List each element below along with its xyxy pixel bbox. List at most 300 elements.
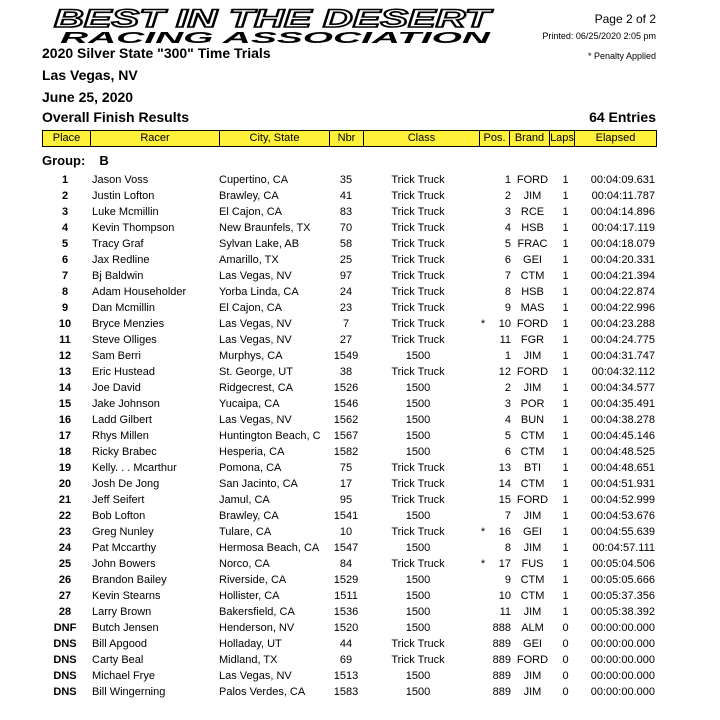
racer-cell: Pat Mccarthy <box>92 542 157 554</box>
pos-cell: 7 <box>504 510 511 522</box>
racer-cell: Kevin Thompson <box>92 222 175 234</box>
table-row <box>42 524 657 540</box>
pos-cell: 7 <box>504 270 511 282</box>
col-pos: Pos. <box>480 131 510 146</box>
pos-cell: 3 <box>504 398 511 410</box>
class-cell: Trick Truck <box>391 302 445 314</box>
col-city: City, State <box>220 131 330 146</box>
pos-cell: 15 <box>498 494 511 506</box>
table-row <box>42 652 657 668</box>
laps-cell: 1 <box>562 606 569 618</box>
pos-cell: 11 <box>499 334 511 346</box>
class-cell: Trick Truck <box>391 462 445 474</box>
laps-cell: 1 <box>562 398 569 410</box>
place-cell: 13 <box>58 366 72 378</box>
pos-cell: 5 <box>504 430 511 442</box>
col-elapsed: Elapsed <box>595 132 636 144</box>
class-cell: Trick Truck <box>391 478 445 490</box>
pos-cell: 3 <box>504 206 511 218</box>
class-cell: Trick Truck <box>391 366 445 378</box>
racer-cell: Luke Mcmillin <box>92 206 159 218</box>
brand-cell: BUN <box>520 414 545 426</box>
pos-cell: 4 <box>504 414 511 426</box>
nbr-cell: 70 <box>339 222 353 234</box>
class-cell: 1500 <box>405 606 431 618</box>
brand-cell: CTM <box>520 478 545 490</box>
place-cell: 18 <box>58 446 72 458</box>
penalty-mark: * <box>480 558 486 570</box>
class-cell: Trick Truck <box>391 318 445 330</box>
table-row <box>42 508 657 524</box>
city-cell: Las Vegas, NV <box>219 334 292 346</box>
laps-cell: 1 <box>562 430 569 442</box>
laps-cell: 1 <box>562 206 569 218</box>
racer-cell: Ricky Brabec <box>92 446 157 458</box>
racer-cell: Jax Redline <box>92 254 150 266</box>
class-cell: Trick Truck <box>391 494 445 506</box>
class-cell: Trick Truck <box>391 558 445 570</box>
col-brand: Brand <box>510 131 550 146</box>
racer-cell: Ladd Gilbert <box>92 414 152 426</box>
laps-cell: 1 <box>562 254 569 266</box>
city-cell: Brawley, CA <box>219 510 279 522</box>
city-cell: New Braunfels, TX <box>219 222 311 234</box>
city-cell: Amarillo, TX <box>219 254 279 266</box>
nbr-cell: 1511 <box>334 590 358 602</box>
class-cell: Trick Truck <box>391 254 445 266</box>
city-cell: Las Vegas, NV <box>219 270 292 282</box>
laps-cell: 1 <box>562 558 569 570</box>
city-cell: St. George, UT <box>219 366 293 378</box>
racer-cell: Dan Mcmillin <box>92 302 155 314</box>
table-row <box>42 316 657 332</box>
place-cell: 17 <box>58 430 72 442</box>
place-cell: DNS <box>53 654 77 666</box>
elapsed-cell: 00:04:24.775 <box>590 334 655 346</box>
table-row <box>42 332 657 348</box>
class-cell: Trick Truck <box>391 206 445 218</box>
racer-cell: Sam Berri <box>92 350 141 362</box>
place-cell: 4 <box>61 222 69 234</box>
city-cell: Midland, TX <box>219 654 278 666</box>
nbr-cell: 95 <box>339 494 353 506</box>
pos-cell: 10 <box>498 590 511 602</box>
city-cell: El Cajon, CA <box>219 206 282 218</box>
place-cell: 5 <box>61 238 69 250</box>
laps-cell: 1 <box>562 334 569 346</box>
racer-cell: Eric Hustead <box>92 366 155 378</box>
pos-cell: 10 <box>498 318 511 330</box>
nbr-cell: 1520 <box>333 622 359 634</box>
laps-cell: 1 <box>562 478 569 490</box>
place-cell: 20 <box>58 478 72 490</box>
brand-cell: JIM <box>523 350 542 362</box>
pos-cell: 1 <box>504 350 511 362</box>
racer-cell: Steve Olliges <box>92 334 157 346</box>
brand-cell: JIM <box>523 190 542 202</box>
place-cell: DNS <box>53 686 77 698</box>
class-cell: 1500 <box>405 510 431 522</box>
laps-cell: 1 <box>562 526 569 538</box>
brand-cell: FORD <box>516 174 549 186</box>
laps-cell: 1 <box>562 494 569 506</box>
elapsed-cell: 00:00:00.000 <box>590 638 655 650</box>
nbr-cell: 17 <box>339 478 353 490</box>
table-row <box>42 588 657 604</box>
class-cell: 1500 <box>405 542 431 554</box>
city-cell: Riverside, CA <box>219 574 287 586</box>
class-cell: Trick Truck <box>391 334 445 346</box>
column-header-row <box>42 130 657 147</box>
place-cell: DNS <box>53 638 77 650</box>
nbr-cell: 97 <box>339 270 353 282</box>
laps-cell: 1 <box>562 222 569 234</box>
brand-cell: JIM <box>523 542 542 554</box>
elapsed-cell: 00:04:21.394 <box>590 270 655 282</box>
table-row <box>42 444 657 460</box>
nbr-cell: 69 <box>339 654 353 666</box>
place-cell: 25 <box>58 558 72 570</box>
col-nbr: Nbr <box>330 131 364 146</box>
table-row <box>42 684 657 700</box>
elapsed-cell: 00:00:00.000 <box>590 686 655 698</box>
class-cell: 1500 <box>405 670 431 682</box>
city-cell: Ridgecrest, CA <box>219 382 293 394</box>
nbr-cell: 1536 <box>333 606 359 618</box>
class-cell: Trick Truck <box>391 286 445 298</box>
city-cell: Hollister, CA <box>219 590 280 602</box>
nbr-cell: 38 <box>339 366 353 378</box>
city-cell: Henderson, NV <box>219 622 295 634</box>
place-cell: 8 <box>61 286 69 298</box>
place-cell: 14 <box>58 382 72 394</box>
brand-cell: CTM <box>520 590 545 602</box>
col-racer: Racer <box>91 131 220 146</box>
brand-cell: HSB <box>521 222 544 234</box>
results-table <box>42 172 657 700</box>
city-cell: Sylvan Lake, AB <box>219 238 300 250</box>
elapsed-cell: 00:04:35.491 <box>590 398 655 410</box>
laps-cell: 0 <box>562 670 569 682</box>
class-cell: 1500 <box>405 446 431 458</box>
class-cell: Trick Truck <box>391 638 445 650</box>
place-cell: 7 <box>61 270 69 282</box>
laps-cell: 1 <box>562 302 569 314</box>
brand-cell: FORD <box>516 494 549 506</box>
elapsed-cell: 00:05:05.666 <box>590 574 655 586</box>
racer-cell: Tracy Graf <box>92 238 144 250</box>
racer-cell: Bill Wingerning <box>92 686 166 698</box>
elapsed-cell: 00:04:23.288 <box>590 318 655 330</box>
table-row <box>42 204 657 220</box>
class-cell: Trick Truck <box>391 238 445 250</box>
racer-cell: Bill Apgood <box>92 638 148 650</box>
col-place: Place <box>43 131 91 146</box>
table-row <box>42 220 657 236</box>
table-row <box>42 572 657 588</box>
nbr-cell: 1549 <box>333 350 359 362</box>
laps-cell: 1 <box>562 382 569 394</box>
laps-cell: 1 <box>562 190 569 202</box>
city-cell: Tulare, CA <box>219 526 272 538</box>
elapsed-cell: 00:04:22.996 <box>590 302 655 314</box>
table-row <box>42 668 657 684</box>
racer-cell: Bob Lofton <box>92 510 146 522</box>
place-cell: DNF <box>53 622 77 634</box>
laps-cell: 0 <box>562 638 569 650</box>
brand-cell: FGR <box>520 334 545 346</box>
place-cell: 27 <box>58 590 72 602</box>
elapsed-cell: 00:04:32.112 <box>591 366 655 378</box>
nbr-cell: 1546 <box>333 398 359 410</box>
place-cell: 15 <box>58 398 72 410</box>
brand-cell: GEI <box>523 254 542 266</box>
laps-cell: 1 <box>562 238 569 250</box>
nbr-cell: 83 <box>339 206 353 218</box>
penalty-mark: * <box>480 526 486 538</box>
laps-cell: 1 <box>562 318 569 330</box>
pos-cell: 16 <box>498 526 511 538</box>
racer-cell: Kelly. . . Mcarthur <box>92 462 177 474</box>
best-in-the-desert-logo <box>46 6 498 46</box>
brand-cell: HSB <box>521 286 544 298</box>
nbr-cell: 1562 <box>333 414 359 426</box>
printed-timestamp: Printed: 06/25/2020 2:05 pm <box>542 31 656 41</box>
elapsed-cell: 00:04:11.787 <box>591 190 655 202</box>
col-laps: Laps <box>550 132 574 144</box>
table-row <box>42 492 657 508</box>
table-row <box>42 460 657 476</box>
place-cell: 16 <box>58 414 72 426</box>
pos-cell: 17 <box>498 558 511 570</box>
nbr-cell: 7 <box>342 318 350 330</box>
elapsed-cell: 00:04:53.676 <box>590 510 655 522</box>
brand-cell: FORD <box>516 654 549 666</box>
nbr-cell: 44 <box>339 638 353 650</box>
elapsed-cell: 00:04:55.639 <box>590 526 655 538</box>
city-cell: Pomona, CA <box>219 462 282 474</box>
place-cell: 6 <box>61 254 69 266</box>
pos-cell: 889 <box>492 686 511 698</box>
place-cell: 24 <box>58 542 72 554</box>
pos-cell: 9 <box>504 302 511 314</box>
nbr-cell: 1513 <box>333 670 359 682</box>
class-cell: 1500 <box>405 430 431 442</box>
pos-cell: 8 <box>504 542 511 554</box>
city-cell: Cupertino, CA <box>219 174 289 186</box>
city-cell: Hesperia, CA <box>219 446 285 458</box>
city-cell: Palos Verdes, CA <box>219 686 306 698</box>
laps-cell: 1 <box>562 286 569 298</box>
racer-cell: Brandon Bailey <box>92 574 167 586</box>
laps-cell: 1 <box>562 270 569 282</box>
class-cell: Trick Truck <box>391 526 445 538</box>
place-cell: 21 <box>58 494 72 506</box>
city-cell: Bakersfield, CA <box>219 606 295 618</box>
place-cell: 2 <box>61 190 69 202</box>
brand-cell: POR <box>520 398 545 410</box>
logo-line2: RACING ASSOCIATION <box>60 30 492 46</box>
class-cell: Trick Truck <box>391 222 445 234</box>
nbr-cell: 10 <box>339 526 353 538</box>
elapsed-cell: 00:05:37.356 <box>590 590 655 602</box>
elapsed-cell: 00:04:57.111 <box>592 542 655 554</box>
group-label: Group: <box>42 153 86 168</box>
table-row <box>42 540 657 556</box>
table-row <box>42 476 657 492</box>
class-cell: 1500 <box>405 590 431 602</box>
place-cell: 23 <box>58 526 72 538</box>
elapsed-cell: 00:04:52.999 <box>590 494 655 506</box>
elapsed-cell: 00:05:04.506 <box>590 558 655 570</box>
table-row <box>42 604 657 620</box>
city-cell: Las Vegas, NV <box>219 318 292 330</box>
logo-line1: BEST IN THE DESERT <box>54 6 495 33</box>
table-row <box>42 396 657 412</box>
place-cell: 22 <box>58 510 72 522</box>
nbr-cell: 1547 <box>333 542 359 554</box>
pos-cell: 888 <box>492 622 511 634</box>
pos-cell: 2 <box>504 382 511 394</box>
class-cell: 1500 <box>405 622 431 634</box>
racer-cell: Larry Brown <box>92 606 152 618</box>
laps-cell: 1 <box>562 542 569 554</box>
racer-cell: Bryce Menzies <box>92 318 165 330</box>
table-row <box>42 428 657 444</box>
city-cell: Holladay, UT <box>219 638 282 650</box>
nbr-cell: 58 <box>339 238 353 250</box>
laps-cell: 1 <box>562 350 569 362</box>
place-cell: 11 <box>59 334 71 346</box>
racer-cell: John Bowers <box>92 558 156 570</box>
pos-cell: 6 <box>504 254 511 266</box>
city-cell: San Jacinto, CA <box>219 478 298 490</box>
laps-cell: 1 <box>562 366 569 378</box>
nbr-cell: 75 <box>339 462 353 474</box>
table-row <box>42 348 657 364</box>
racer-cell: Kevin Stearns <box>92 590 161 602</box>
city-cell: Brawley, CA <box>219 190 279 202</box>
brand-cell: ALM <box>521 622 544 634</box>
place-cell: 28 <box>58 606 72 618</box>
nbr-cell: 27 <box>339 334 353 346</box>
laps-cell: 0 <box>562 686 569 698</box>
racer-cell: Jason Voss <box>92 174 149 186</box>
brand-cell: JIM <box>523 670 542 682</box>
elapsed-cell: 00:00:00.000 <box>590 654 655 666</box>
table-row <box>42 636 657 652</box>
place-cell: 19 <box>58 462 72 474</box>
racer-cell: Rhys Millen <box>92 430 149 442</box>
brand-cell: FORD <box>516 366 549 378</box>
city-cell: Murphys, CA <box>219 350 283 362</box>
place-cell: 3 <box>61 206 69 218</box>
table-row <box>42 172 657 188</box>
racer-cell: Butch Jensen <box>92 622 159 634</box>
elapsed-cell: 00:04:38.278 <box>590 414 655 426</box>
place-cell: 26 <box>58 574 72 586</box>
logo-graphic <box>46 6 498 46</box>
elapsed-cell: 00:04:34.577 <box>590 382 655 394</box>
elapsed-cell: 00:04:17.119 <box>591 222 655 234</box>
nbr-cell: 35 <box>339 174 353 186</box>
nbr-cell: 24 <box>339 286 353 298</box>
table-row <box>42 364 657 380</box>
pos-cell: 889 <box>492 638 511 650</box>
elapsed-cell: 00:04:22.874 <box>590 286 655 298</box>
laps-cell: 1 <box>562 590 569 602</box>
elapsed-cell: 00:05:38.392 <box>590 606 655 618</box>
place-cell: 9 <box>61 302 69 314</box>
place-cell: 12 <box>58 350 72 362</box>
pos-cell: 2 <box>504 190 511 202</box>
city-cell: Yorba Linda, CA <box>219 286 299 298</box>
elapsed-cell: 00:00:00.000 <box>590 670 655 682</box>
class-cell: 1500 <box>405 382 431 394</box>
pos-cell: 8 <box>504 286 511 298</box>
elapsed-cell: 00:04:48.525 <box>590 446 655 458</box>
brand-cell: GEI <box>523 526 542 538</box>
group-heading <box>42 153 109 168</box>
table-row <box>42 300 657 316</box>
elapsed-cell: 00:04:51.931 <box>590 478 655 490</box>
racer-cell: Greg Nunley <box>92 526 154 538</box>
brand-cell: GEI <box>523 638 542 650</box>
pos-cell: 12 <box>498 366 511 378</box>
nbr-cell: 1526 <box>333 382 359 394</box>
class-cell: 1500 <box>405 398 431 410</box>
table-row <box>42 556 657 572</box>
elapsed-cell: 00:04:31.747 <box>590 350 655 362</box>
table-row <box>42 284 657 300</box>
table-row <box>42 412 657 428</box>
class-cell: 1500 <box>405 574 431 586</box>
pos-cell: 5 <box>504 238 511 250</box>
brand-cell: JIM <box>523 510 542 522</box>
laps-cell: 0 <box>562 622 569 634</box>
city-cell: Jamul, CA <box>219 494 270 506</box>
pos-cell: 11 <box>499 606 511 618</box>
city-cell: Las Vegas, NV <box>219 414 292 426</box>
pos-cell: 9 <box>504 574 511 586</box>
pos-cell: 1 <box>504 174 511 186</box>
racer-cell: Josh De Jong <box>92 478 160 490</box>
table-row <box>42 620 657 636</box>
nbr-cell: 41 <box>339 190 353 202</box>
event-location: Las Vegas, NV <box>42 67 138 83</box>
brand-cell: JIM <box>523 686 542 698</box>
brand-cell: FRAC <box>517 238 548 250</box>
pos-cell: 6 <box>504 446 511 458</box>
table-row <box>42 236 657 252</box>
class-cell: 1500 <box>405 686 431 698</box>
city-cell: Huntington Beach, C <box>219 430 321 442</box>
city-cell: Norco, CA <box>219 558 270 570</box>
table-row <box>42 268 657 284</box>
table-row <box>42 188 657 204</box>
table-row <box>42 380 657 396</box>
laps-cell: 1 <box>562 446 569 458</box>
nbr-cell: 1567 <box>333 430 359 442</box>
racer-cell: Adam Householder <box>92 286 187 298</box>
nbr-cell: 1529 <box>333 574 359 586</box>
place-cell: DNS <box>53 670 77 682</box>
brand-cell: JIM <box>523 382 542 394</box>
laps-cell: 0 <box>562 654 569 666</box>
laps-cell: 1 <box>562 574 569 586</box>
class-cell: Trick Truck <box>391 190 445 202</box>
laps-cell: 1 <box>562 462 569 474</box>
